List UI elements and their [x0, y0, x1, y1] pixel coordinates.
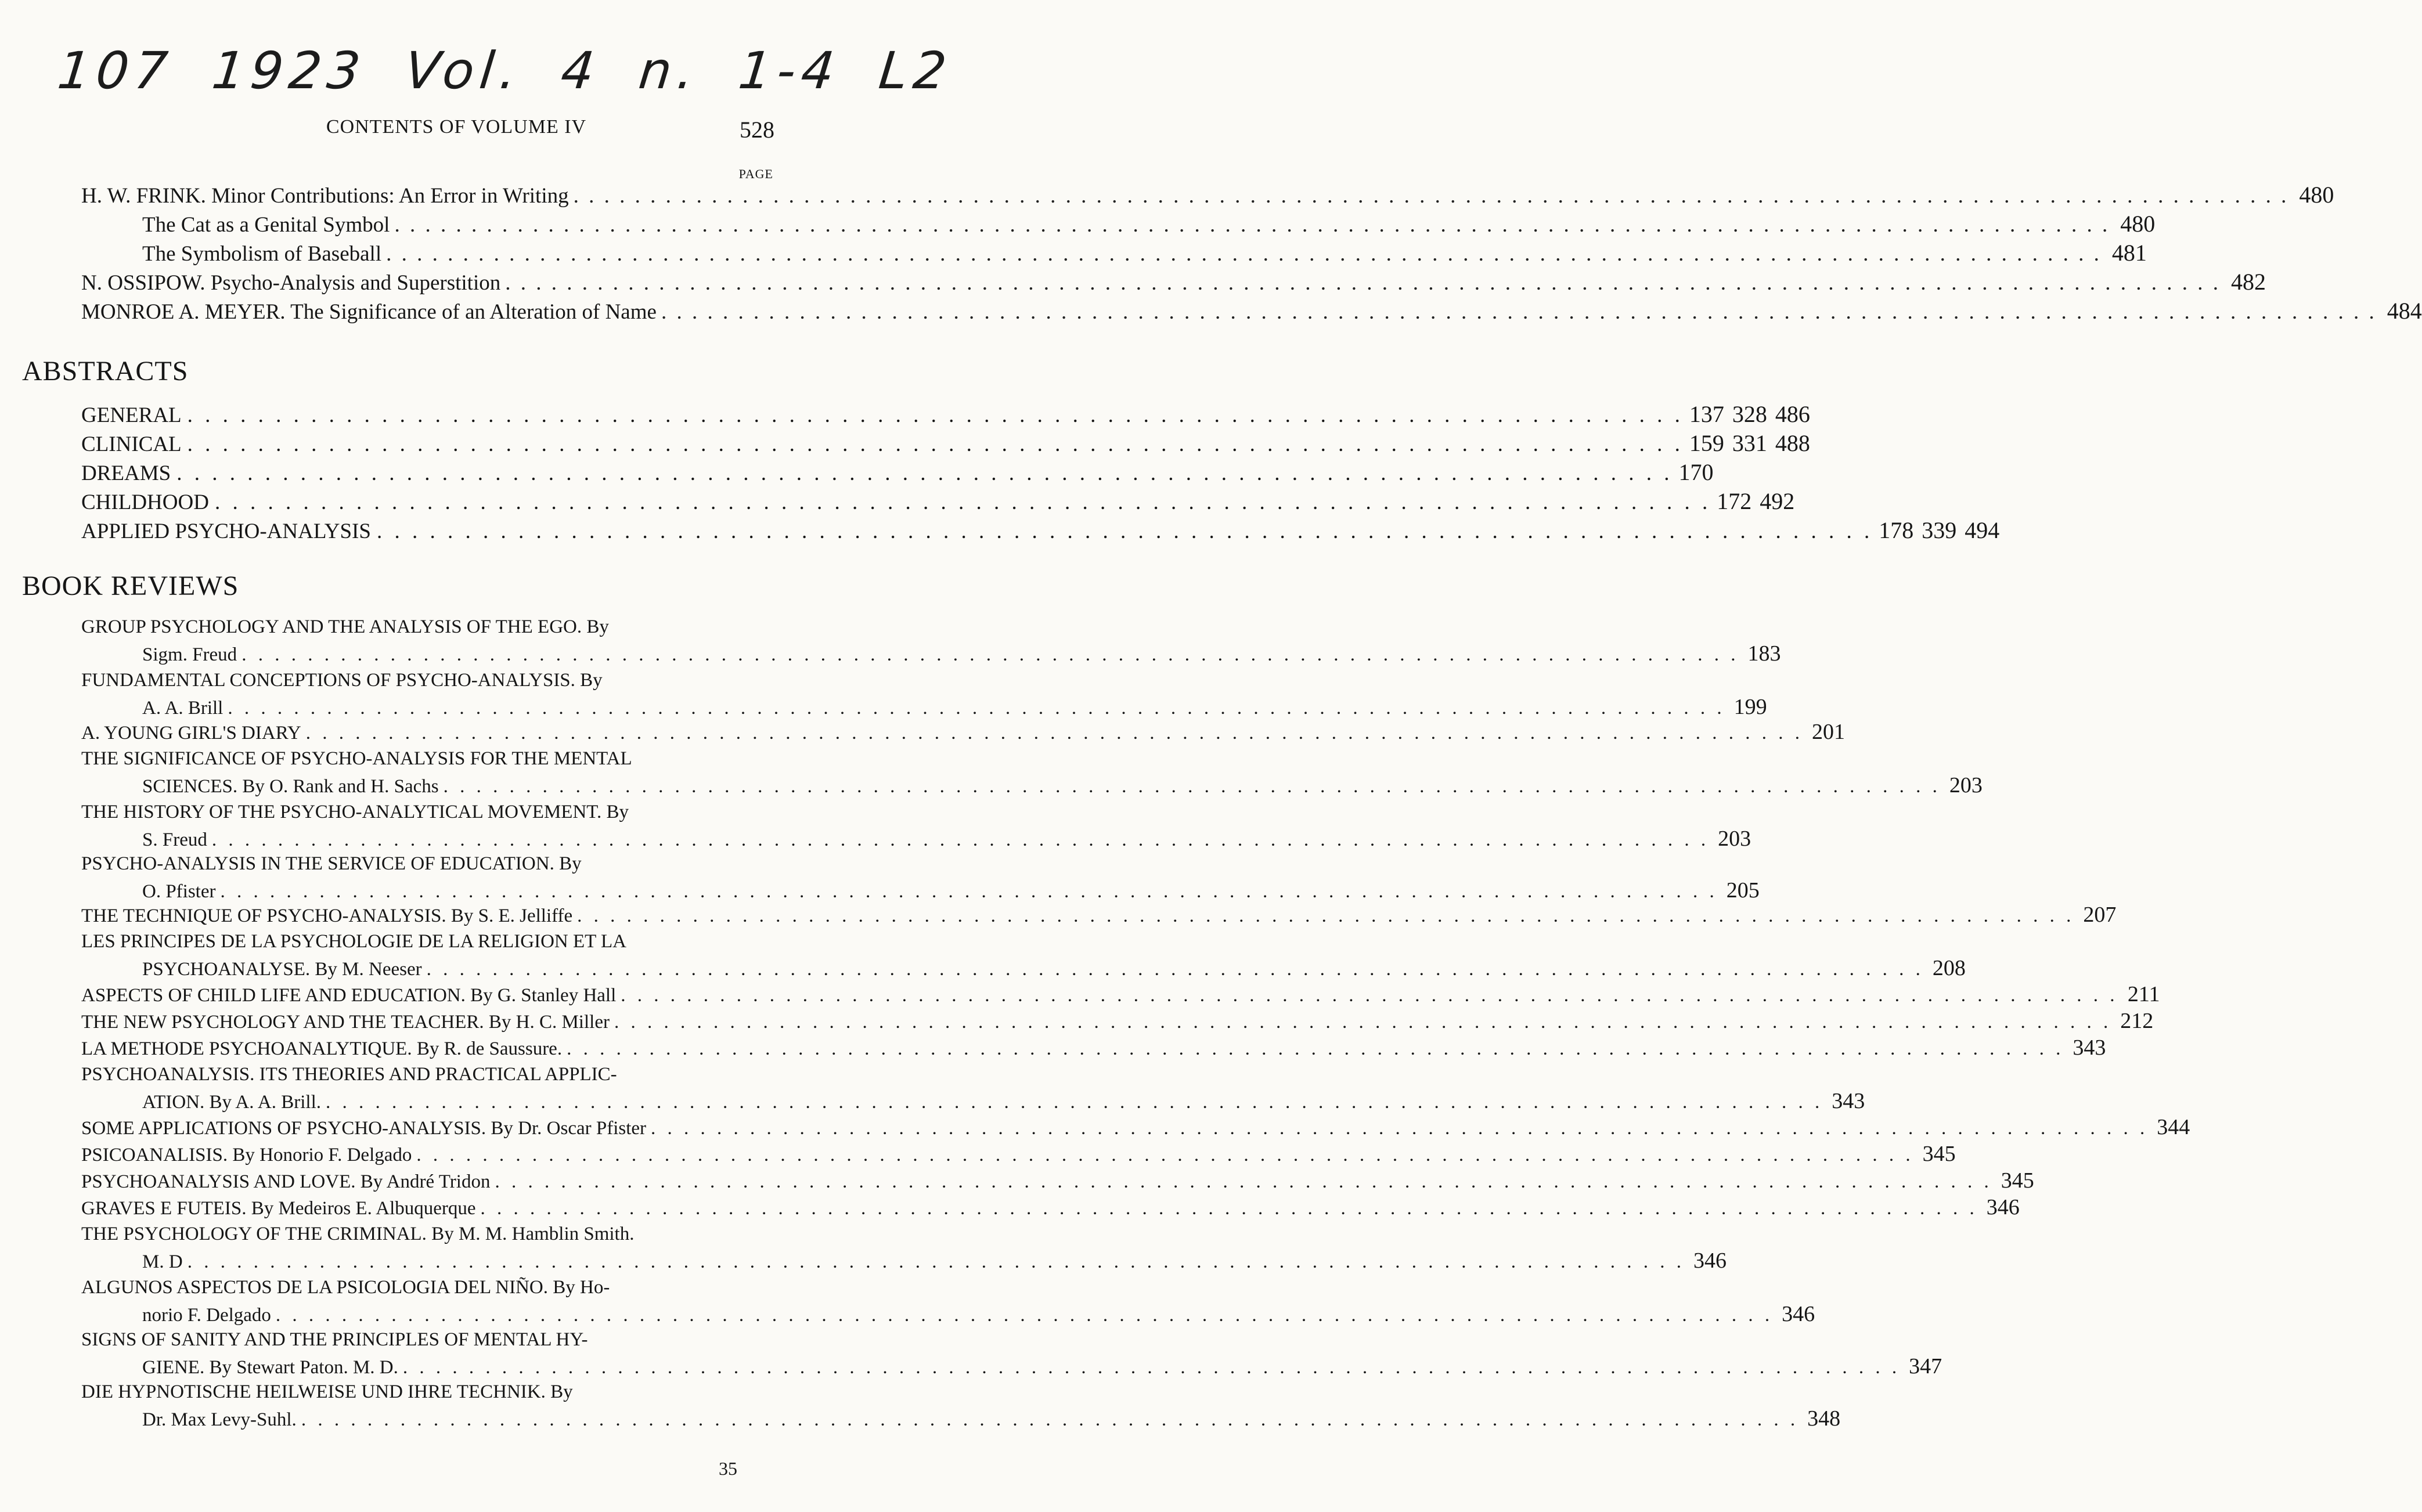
dot-leader	[614, 1009, 2111, 1035]
review-line	[81, 1008, 2154, 1035]
book-review-entry	[81, 1114, 2190, 1142]
contribution-entry	[81, 268, 2266, 295]
review-author: Dr. Max Levy-Suhl.	[142, 1409, 297, 1430]
book-review-entry	[81, 1326, 1942, 1381]
book-review-entry	[81, 1379, 1841, 1433]
book-review-entry	[81, 850, 1760, 905]
review-title: THE TECHNIQUE OF PSYCHO-ANALYSIS. By S. E. Jelliffe	[81, 905, 573, 926]
book-review-entry	[81, 667, 1767, 721]
handwritten-catalog-note: 107 1923 Vol. 4 n. 1-4 L2	[55, 41, 955, 100]
dot-leader	[242, 641, 1739, 668]
review-author: A. A. Brill	[142, 698, 224, 719]
review-title: GROUP PSYCHOLOGY AND THE ANALYSIS OF THE EGO. By	[81, 616, 609, 637]
dot-leader	[188, 403, 1684, 428]
dot-leader	[386, 241, 2102, 266]
dot-leader	[228, 695, 1725, 721]
review-author: M. D	[142, 1251, 183, 1272]
dot-leader	[427, 956, 1924, 983]
book-review-entry	[81, 1008, 2154, 1035]
dot-leader	[444, 773, 1941, 800]
book-review-entry	[81, 1141, 1956, 1168]
review-line	[81, 1034, 2106, 1062]
review-page: 343	[1832, 1089, 1865, 1113]
book-reviews-heading: BOOK REVIEWS	[22, 571, 239, 601]
review-page: 205	[1726, 878, 1760, 903]
dot-leader	[188, 1248, 1685, 1275]
review-page: 203	[1949, 773, 1983, 798]
review-page: 203	[1718, 827, 1751, 851]
review-title: THE NEW PSYCHOLOGY AND THE TEACHER. By H. C. Miller	[81, 1012, 610, 1033]
review-title: DIE HYPNOTISCHE HEILWEISE UND IHRE TECHNIK. By	[81, 1381, 573, 1402]
dot-leader	[326, 1089, 1823, 1116]
abstract-page: 172	[1717, 488, 1752, 514]
review-title: PSYCHOANALYSIS. ITS THEORIES AND PRACTICAL APPLIC-	[81, 1064, 617, 1085]
abstract-page: 170	[1678, 459, 1714, 485]
review-author: PSYCHOANALYSE. By M. Neeser	[142, 959, 422, 980]
footer-page-number: 35	[719, 1458, 737, 1479]
abstract-title: CLINICAL	[81, 432, 182, 456]
review-author: Sigm. Freud	[142, 644, 237, 665]
review-author: ATION. By A. A. Brill.	[142, 1092, 322, 1113]
dot-leader	[212, 827, 1709, 853]
dot-leader	[577, 903, 2074, 929]
entry-title: The Cat as a Genital Symbol	[142, 213, 390, 237]
contribution-entry	[81, 297, 2422, 324]
review-line	[81, 1114, 2190, 1142]
review-page: 211	[2127, 982, 2160, 1006]
entry-page: 481	[2111, 240, 2147, 266]
abstract-pages	[1678, 459, 1713, 486]
book-review-entry	[81, 799, 1751, 853]
review-page: 346	[1782, 1302, 1815, 1326]
entry-title: The Symbolism of Baseball	[142, 242, 382, 266]
dot-leader	[276, 1302, 1773, 1329]
review-title: PSYCHOANALYSIS AND LOVE. By André Tridon	[81, 1171, 491, 1192]
dot-leader	[567, 1035, 2064, 1062]
review-author: norio F. Delgado	[142, 1305, 271, 1326]
review-continuation	[81, 877, 1760, 905]
review-continuation	[81, 1405, 1841, 1433]
book-review-entry	[81, 1221, 1727, 1275]
review-continuation	[81, 640, 1781, 668]
review-title: PSYCHO-ANALYSIS IN THE SERVICE OF EDUCATION. By	[81, 853, 582, 874]
entry-title: H. W. FRINK. Minor Contributions: An Error in Writing	[81, 184, 569, 208]
dot-leader	[301, 1406, 1799, 1433]
review-author: O. Pfister	[142, 881, 216, 902]
book-review-entry	[81, 981, 2160, 1009]
book-review-entry	[81, 1194, 2020, 1222]
abstract-entry	[81, 400, 1810, 428]
abstract-page: 488	[1775, 430, 1810, 456]
contribution-entry	[81, 181, 2334, 208]
header-page-number: 528	[740, 117, 774, 143]
review-page: 346	[1693, 1248, 1727, 1273]
review-page: 348	[1807, 1406, 1841, 1431]
review-title: LES PRINCIPES DE LA PSYCHOLOGIE DE LA RELIGION ET LA	[81, 931, 626, 952]
abstract-entry	[81, 430, 1810, 457]
review-line	[81, 719, 1845, 746]
abstract-pages	[1717, 488, 1794, 515]
review-title: THE HISTORY OF THE PSYCHO-ANALYTICAL MOVEMENT. By	[81, 802, 629, 822]
abstract-page: 328	[1732, 401, 1767, 427]
dot-leader	[621, 982, 2118, 1009]
page-title: CONTENTS OF VOLUME IV	[326, 116, 587, 138]
book-review-entry	[81, 1274, 1815, 1329]
review-line	[81, 1167, 2034, 1195]
review-title: PSICOANALISIS. By Honorio F. Delgado	[81, 1145, 412, 1165]
book-review-entry	[81, 1034, 2106, 1062]
review-title: A. YOUNG GIRL'S DIARY	[81, 723, 301, 744]
review-continuation	[81, 1353, 1942, 1381]
abstract-page: 331	[1732, 430, 1767, 456]
entry-page: 482	[2230, 269, 2266, 295]
abstract-pages	[1879, 517, 1999, 544]
review-continuation	[81, 1247, 1727, 1275]
dot-leader	[505, 270, 2221, 295]
review-title: GRAVES E FUTEIS. By Medeiros E. Albuquerque	[81, 1198, 476, 1219]
dot-leader	[215, 490, 1711, 515]
review-page: 212	[2120, 1009, 2154, 1033]
review-page: 345	[1922, 1142, 1956, 1166]
abstract-title: APPLIED PSYCHO-ANALYSIS	[81, 519, 371, 543]
review-title: THE SIGNIFICANCE OF PSYCHO-ANALYSIS FOR THE MENTAL	[81, 748, 632, 769]
abstract-page: 178	[1879, 517, 1914, 543]
review-page: 346	[1986, 1195, 2020, 1219]
review-page: 183	[1747, 641, 1781, 666]
review-continuation	[81, 1088, 1865, 1116]
abstract-page: 339	[1922, 517, 1957, 543]
review-page: 201	[1811, 720, 1845, 744]
abstract-page: 137	[1689, 401, 1724, 427]
dot-leader	[188, 432, 1684, 457]
abstract-title: GENERAL	[81, 403, 182, 427]
entry-title: N. OSSIPOW. Psycho-Analysis and Superstition	[81, 271, 501, 295]
abstract-page: 159	[1689, 430, 1724, 456]
review-line	[81, 901, 2117, 929]
review-continuation	[81, 955, 1966, 983]
abstract-page: 494	[1965, 517, 2000, 543]
review-continuation	[81, 694, 1767, 721]
book-review-entry	[81, 901, 2117, 929]
review-page: 343	[2073, 1035, 2106, 1060]
review-continuation	[81, 825, 1751, 853]
review-line	[81, 981, 2160, 1009]
review-title: THE PSYCHOLOGY OF THE CRIMINAL. By M. M. Hamblin Smith.	[81, 1224, 635, 1244]
book-review-entry	[81, 614, 1781, 668]
book-review-entry	[81, 719, 1845, 746]
dot-leader	[661, 299, 2377, 324]
abstract-entry	[81, 488, 1795, 515]
abstract-title: CHILDHOOD	[81, 490, 209, 514]
review-title: LA METHODE PSYCHOANALYTIQUE. By R. de Saussure.	[81, 1038, 563, 1059]
entry-page: 480	[2120, 211, 2156, 237]
review-line	[81, 1141, 1956, 1168]
contribution-entry	[142, 210, 2156, 237]
abstract-page: 492	[1760, 488, 1795, 514]
dot-leader	[574, 183, 2289, 208]
dot-leader	[495, 1168, 1992, 1195]
book-review-entry	[81, 745, 1983, 800]
review-continuation	[81, 772, 1983, 800]
review-author: SCIENCES. By O. Rank and H. Sachs	[142, 776, 439, 797]
abstract-entry	[81, 459, 1714, 486]
dot-leader	[416, 1142, 1913, 1168]
review-title: ASPECTS OF CHILD LIFE AND EDUCATION. By G. Stanley Hall	[81, 985, 617, 1006]
contribution-entry	[142, 239, 2147, 266]
dot-leader	[481, 1195, 1978, 1222]
review-continuation	[81, 1301, 1815, 1329]
review-page: 207	[2083, 903, 2117, 927]
abstract-entry	[81, 517, 2000, 544]
review-page: 208	[1932, 956, 1966, 980]
review-author: GIENE. By Stewart Paton. M. D.	[142, 1357, 398, 1378]
review-page: 199	[1733, 695, 1767, 719]
dot-leader	[394, 212, 2110, 237]
dot-leader	[176, 461, 1673, 486]
entry-title: MONROE A. MEYER. The Significance of an Alteration of Name	[81, 300, 657, 324]
review-page: 345	[2001, 1168, 2034, 1193]
review-title: SOME APPLICATIONS OF PSYCHO-ANALYSIS. By Dr. Oscar Pfister	[81, 1118, 647, 1139]
dot-leader	[403, 1354, 1900, 1381]
entry-page: 484	[2387, 298, 2422, 324]
book-review-entry	[81, 1167, 2034, 1195]
review-page: 344	[2157, 1115, 2190, 1139]
review-title: SIGNS OF SANITY AND THE PRINCIPLES OF MENTAL HY-	[81, 1329, 588, 1350]
abstract-pages	[1689, 400, 1810, 428]
page-column-label: PAGE	[738, 167, 773, 181]
dot-leader	[377, 519, 1873, 544]
book-review-entry	[81, 1061, 1865, 1116]
abstract-title: DREAMS	[81, 461, 171, 485]
review-title: FUNDAMENTAL CONCEPTIONS OF PSYCHO-ANALYSIS. By	[81, 670, 603, 691]
entry-page: 480	[2299, 182, 2334, 208]
review-page: 347	[1909, 1354, 1942, 1379]
review-author: S. Freud	[142, 829, 207, 850]
book-review-entry	[81, 928, 1966, 983]
dot-leader	[651, 1115, 2148, 1142]
dot-leader	[306, 720, 1803, 746]
abstract-page: 486	[1775, 401, 1810, 427]
abstract-pages	[1689, 430, 1810, 457]
abstracts-heading: ABSTRACTS	[22, 356, 189, 387]
review-title: ALGUNOS ASPECTOS DE LA PSICOLOGIA DEL NIÑO. By Ho-	[81, 1277, 610, 1298]
review-line	[81, 1194, 2020, 1222]
